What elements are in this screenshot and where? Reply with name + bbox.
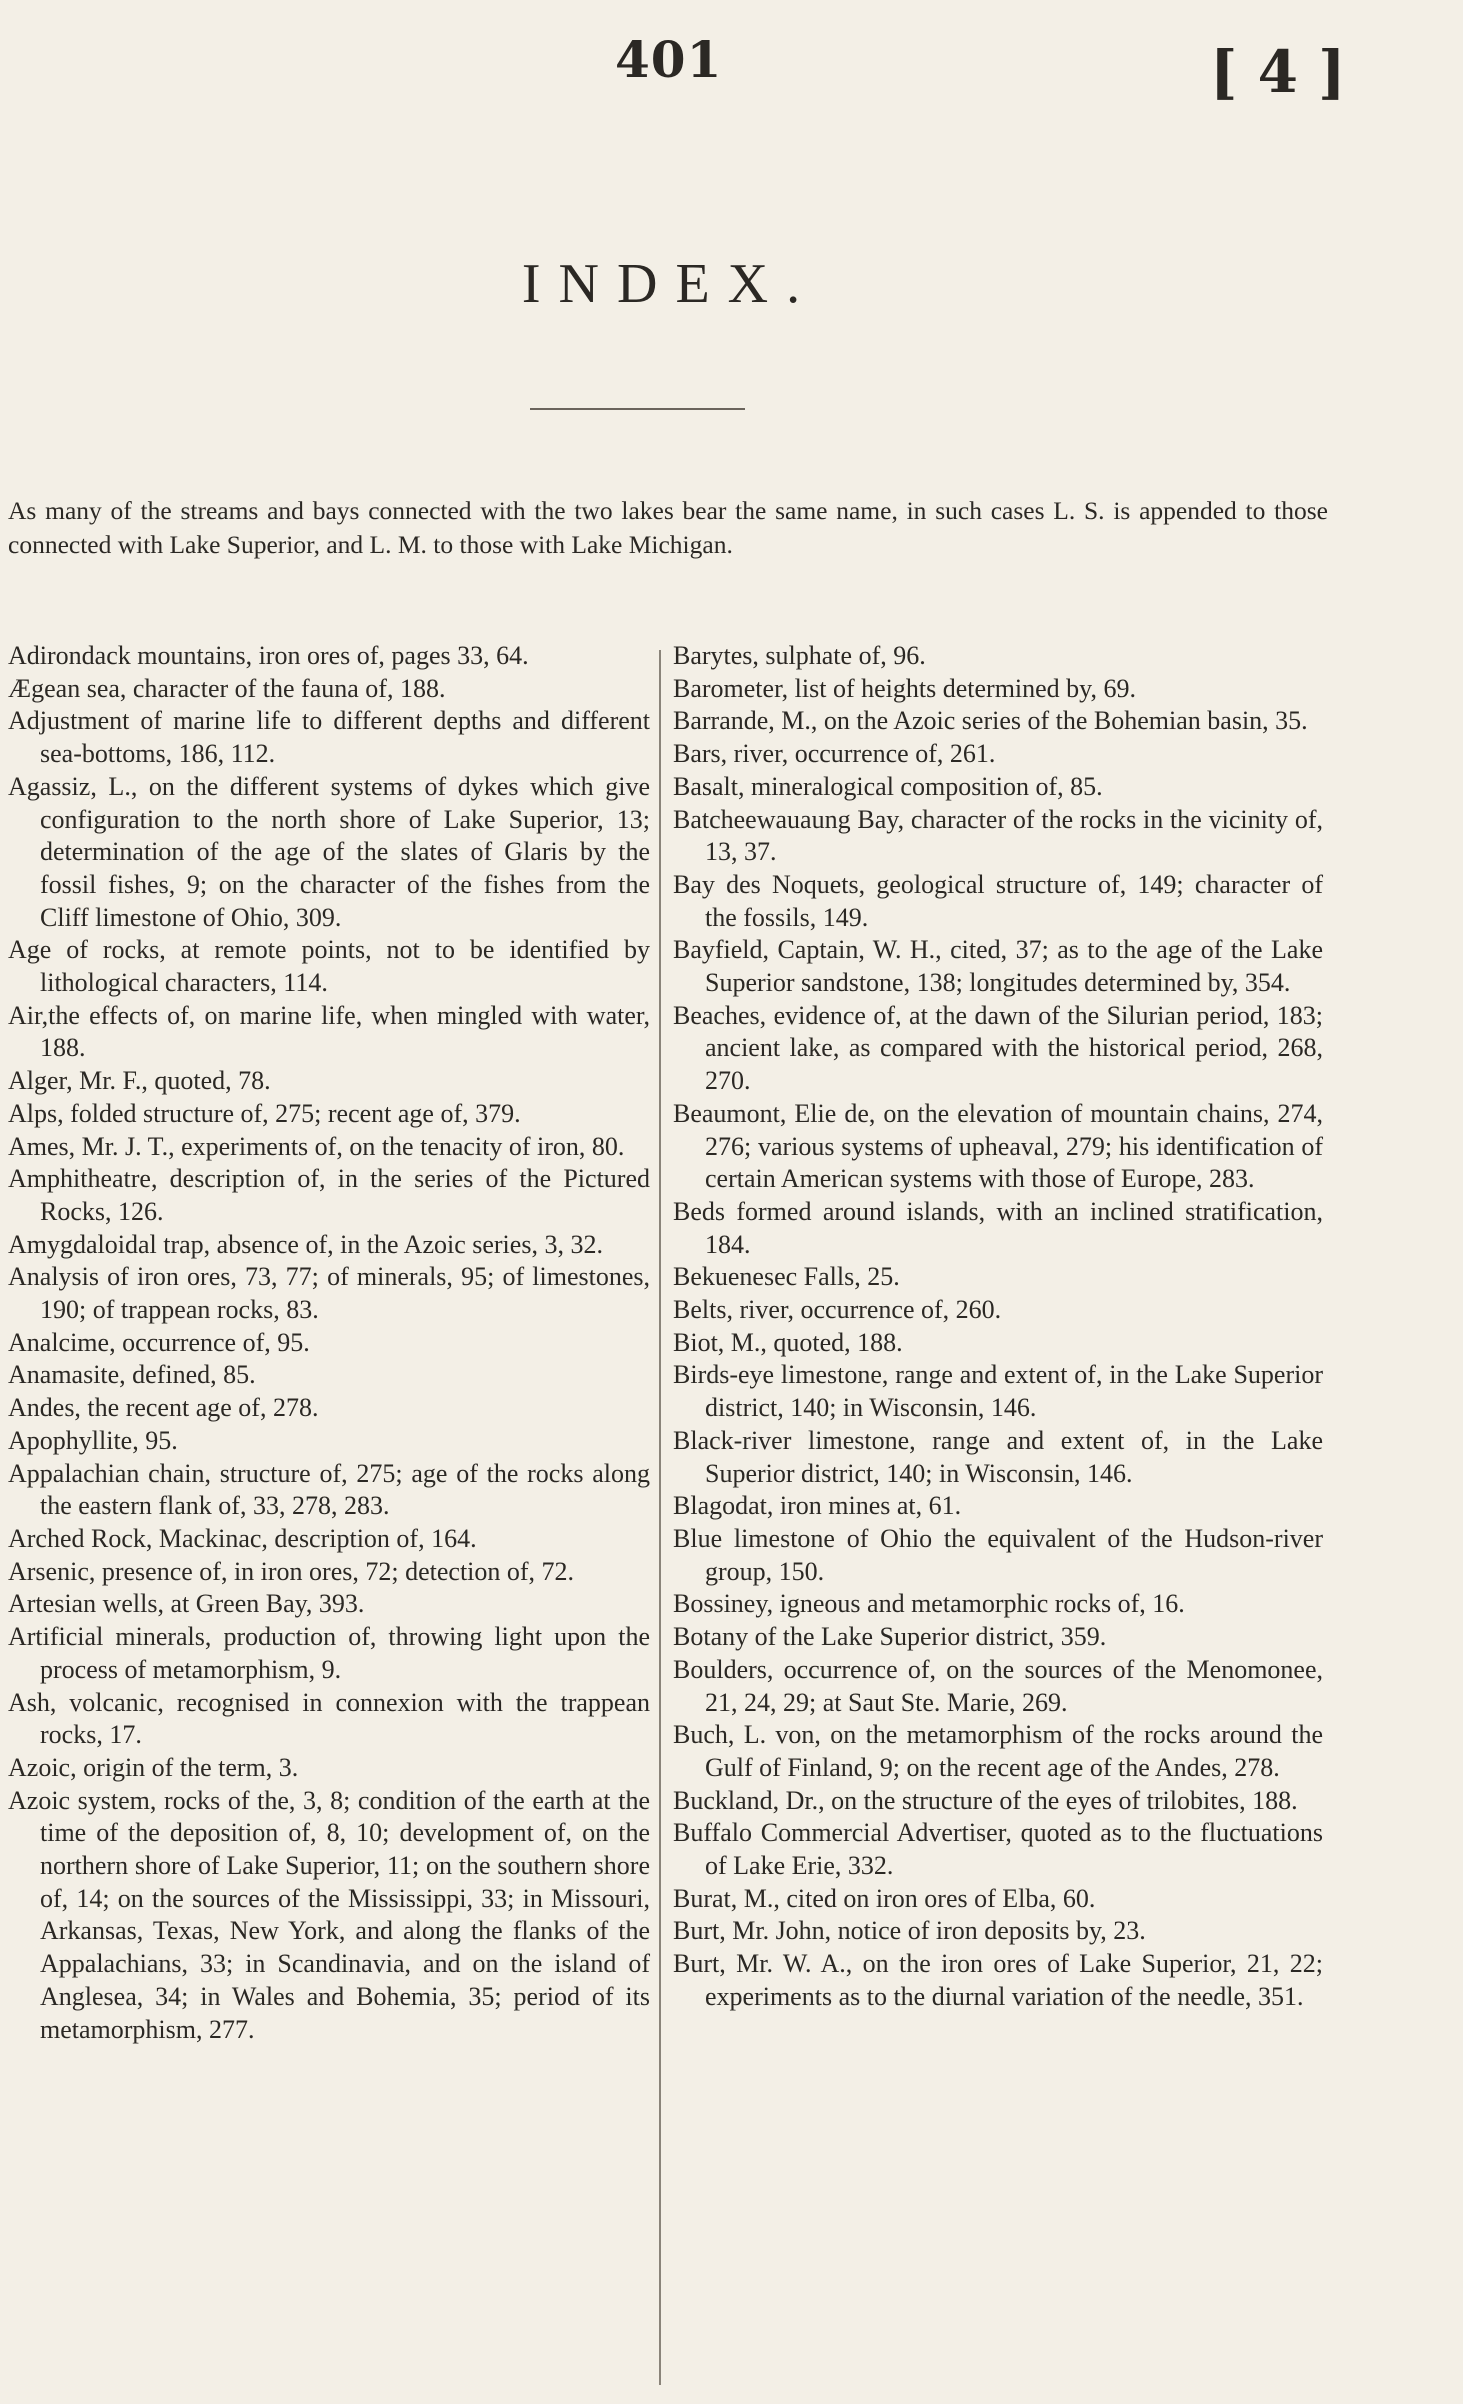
index-entry: Botany of the Lake Superior district, 359.: [673, 1622, 1107, 1652]
index-entry: Beaumont, Elie de, on the elevation of mountain chains, 274, 276; various systems of upheaval, 279; his identification of certain American systems with those of Europe, 283.: [673, 1098, 1323, 1194]
index-entry: Bekuenesec Falls, 25.: [673, 1262, 900, 1292]
index-entry: Alger, Mr. F., quoted, 78.: [8, 1066, 271, 1096]
index-entry: Agassiz, L., on the different systems of dykes which give configuration to the north shore of Lake Superior, 13; determination of the age of the slates of Glaris by the fossil fishes, 9; on the character of the fishes from the Cliff limestone of Ohio, 309.: [8, 771, 650, 932]
index-entry: Bars, river, occurrence of, 261.: [673, 739, 996, 769]
index-entry: Amphitheatre, description of, in the series of the Pictured Rocks, 126.: [8, 1164, 650, 1226]
index-entry: Bayfield, Captain, W. H., cited, 37; as to the age of the Lake Superior sandstone, 138; longitudes determined by, 354.: [673, 935, 1323, 998]
index-entry: Azoic, origin of the term, 3.: [8, 1752, 299, 1782]
index-entry: Batcheewauaung Bay, character of the rocks in the vicinity of, 13, 37.: [673, 804, 1323, 867]
index-entry: Basalt, mineralogical composition of, 85.: [673, 771, 1103, 801]
index-entry: Adirondack mountains, iron ores of, pages 33, 64.: [8, 641, 529, 670]
document-number: [ 4 ]: [1210, 38, 1346, 106]
index-entry: Beds formed around islands, with an inclined stratification, 184.: [673, 1196, 1323, 1259]
title-rule: [530, 408, 745, 410]
index-entry: Blagodat, iron mines at, 61.: [673, 1491, 962, 1521]
index-entry: Boulders, occurrence of, on the sources of the Menomonee, 21, 24, 29; at Saut Ste. Marie, 269.: [673, 1654, 1323, 1717]
index-column-left: [8, 640, 650, 2046]
index-entry: Artificial minerals, production of, throwing light upon the process of metamorphism, 9.: [8, 1622, 650, 1684]
index-entry: Burat, M., cited on iron ores of Elba, 60.: [673, 1883, 1096, 1913]
index-entry: Birds-eye limestone, range and extent of, in the Lake Superior district, 140; in Wisconsin, 146.: [673, 1360, 1323, 1423]
index-entry: Barytes, sulphate of, 96.: [673, 641, 926, 670]
index-entry: Bay des Noquets, geological structure of, 149; character of the fossils, 149.: [673, 869, 1323, 932]
index-entry: Artesian wells, at Green Bay, 393.: [8, 1589, 365, 1619]
index-entry: Biot, M., quoted, 188.: [673, 1327, 903, 1357]
index-entry: Alps, folded structure of, 275; recent age of, 379.: [8, 1098, 521, 1128]
index-entry: Burt, Mr. W. A., on the iron ores of Lake Superior, 21, 22; experiments as to the diurnal variation of the needle, 351.: [673, 1949, 1323, 2011]
index-entry: Adjustment of marine life to different depths and different sea-bottoms, 186, 112.: [8, 706, 650, 769]
index-entry: Arched Rock, Mackinac, description of, 164.: [8, 1523, 477, 1553]
index-entry: Barrande, M., on the Azoic series of the Bohemian basin, 35.: [673, 706, 1308, 736]
index-entry: Bossiney, igneous and metamorphic rocks of, 16.: [673, 1589, 1185, 1619]
index-entry: Arsenic, presence of, in iron ores, 72; detection of, 72.: [8, 1556, 575, 1586]
page-title: INDEX.: [521, 253, 819, 315]
index-entry: Ames, Mr. J. T., experiments of, on the tenacity of iron, 80.: [8, 1131, 625, 1161]
index-entry: Burt, Mr. John, notice of iron deposits by, 23.: [673, 1916, 1146, 1946]
index-entry: Blue limestone of Ohio the equivalent of the Hudson-river group, 150.: [673, 1523, 1323, 1586]
intro-paragraph: As many of the streams and bays connected with the two lakes bear the same name, in such cases L. S. is appended to those connected with Lake Superior, and L. M. to those with Lake Michigan.: [8, 495, 1328, 559]
index-column-right: [673, 640, 1323, 2014]
index-entry: Barometer, list of heights determined by, 69.: [673, 673, 1136, 703]
index-entry: Analcime, occurrence of, 95.: [8, 1327, 310, 1357]
index-entry: Anamasite, defined, 85.: [8, 1360, 256, 1390]
index-entry: Andes, the recent age of, 278.: [8, 1393, 319, 1423]
index-entry: Age of rocks, at remote points, not to be identified by lithological characters, 114.: [8, 935, 650, 998]
index-entry: Azoic system, rocks of the, 3, 8; condition of the earth at the time of the deposition of, 8, 10; development of, on the northern shore of Lake Superior, 11; on the southern shore of, 14; on the sources of the Mississippi, 33; in Missouri, Arkansas, Texas, New York, and along the flanks of the Appalachians, 33; in Scandinavia, and on the island of Anglesea, 34; in Wales and Bohemia, 35; period of its metamorphism, 277.: [8, 1785, 650, 2044]
index-entry: Buch, L. von, on the metamorphism of the rocks around the Gulf of Finland, 9; on the recent age of the Andes, 278.: [673, 1720, 1323, 1782]
column-divider: [659, 650, 661, 2385]
index-entry: Beaches, evidence of, at the dawn of the Silurian period, 183; ancient lake, as compared with the historical period, 268, 270.: [673, 1000, 1323, 1096]
index-entry: Ægean sea, character of the fauna of, 188.: [8, 673, 446, 703]
page-number: 401: [615, 30, 723, 89]
index-entry: Apophyllite, 95.: [8, 1425, 178, 1455]
index-entry: Appalachian chain, structure of, 275; age of the rocks along the eastern flank of, 33, 278, 283.: [8, 1458, 650, 1521]
index-entry: Belts, river, occurrence of, 260.: [673, 1295, 1002, 1325]
index-entry: Buckland, Dr., on the structure of the eyes of trilobites, 188.: [673, 1785, 1298, 1815]
index-entry: Buffalo Commercial Advertiser, quoted as to the fluctuations of Lake Erie, 332.: [673, 1818, 1323, 1881]
index-entry: Analysis of iron ores, 73, 77; of minerals, 95; of limestones, 190; of trappean rocks, 83.: [8, 1262, 650, 1325]
index-entry: Amygdaloidal trap, absence of, in the Azoic series, 3, 32.: [8, 1229, 603, 1259]
index-entry: Ash, volcanic, recognised in connexion with the trappean rocks, 17.: [8, 1687, 650, 1750]
index-entry: Air,the effects of, on marine life, when mingled with water, 188.: [8, 1000, 650, 1063]
index-entry: Black-river limestone, range and extent of, in the Lake Superior district, 140; in Wisconsin, 146.: [673, 1425, 1323, 1488]
